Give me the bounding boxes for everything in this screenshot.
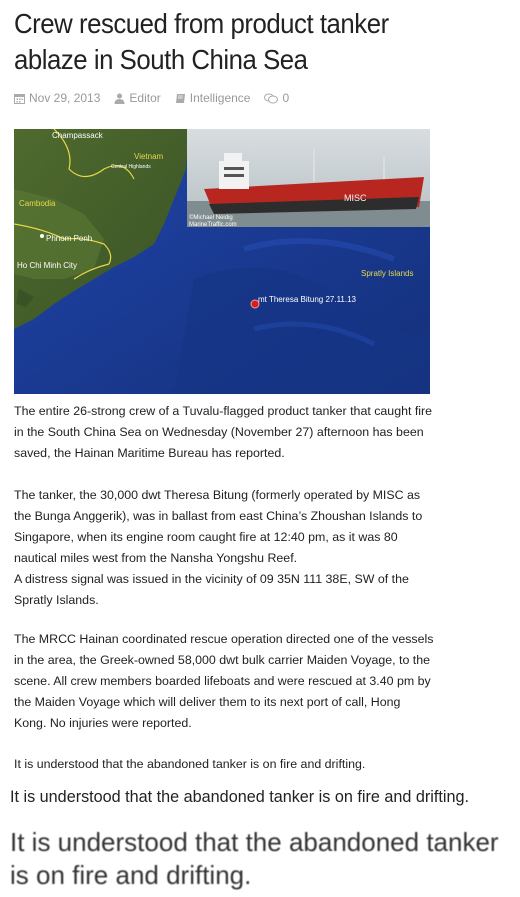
paragraph-2 — [14, 485, 434, 611]
comment-count[interactable]: 0 — [282, 91, 290, 105]
post-category[interactable]: Intelligence — [189, 91, 251, 105]
label-cambodia: Cambodia — [19, 199, 56, 208]
paragraph-4: It is understood that the abandoned tanker is on fire and drifting. — [14, 757, 366, 771]
paragraph-3: The MRCC Hainan coordinated rescue operation directed one of the vessels in the area, the Greek-owned 58,000 dwt bulk carrier Maiden Voyage, to the scene. All crew members boarded lifeboats and were rescued at 3.40 pm by the Maiden Voyage which will deliver them to its next port of call, Hong Kong. No injuries were reported. — [14, 632, 434, 730]
article-image — [14, 129, 430, 394]
label-spratly: Spratly Islands — [361, 269, 414, 278]
zoomed-line-large: It is understood that the abandoned tanker is on fire and drifting. — [10, 827, 499, 890]
label-marker: mt Theresa Bitung 27.11.13 — [258, 295, 356, 304]
paragraph-2b-text: A distress signal was issued in the vicinity of 09 35N 111 38E, SW of the Spratly Islands. — [14, 572, 409, 607]
hull-lettering: MISC — [344, 193, 367, 203]
comments-icon — [264, 93, 278, 104]
user-icon — [114, 93, 125, 104]
paragraph-2-text: The tanker, the 30,000 dwt Theresa Bitung (formerly operated by MISC as the Bunga Anggerik), was in ballast from east China’s Zhoushan Islands to Singapore, when its engine room caught fire at 12:40 pm, as it was 80 nautical miles west from the Nansha Yongshu Reef. — [14, 488, 423, 565]
post-author[interactable]: Editor — [129, 91, 161, 105]
paragraph-1: The entire 26-strong crew of a Tuvalu-flagged product tanker that caught fire in the South China Sea on Wednesday (November 27) afternoon has been saved, the Hainan Maritime Bureau has reported. — [14, 404, 433, 460]
map-illustration — [14, 129, 430, 394]
label-champassack: Champassack — [52, 131, 103, 140]
label-ho-chi-minh: Ho Chi Minh City — [17, 261, 78, 270]
label-phnom-penh: Phnom Penh — [46, 234, 93, 243]
photo-credit-2: MarineTraffic.com — [189, 222, 237, 228]
book-icon — [175, 93, 186, 104]
photo-credit-1: ©Michael Neidig — [189, 215, 233, 221]
label-central-highlands: Central Highlands — [111, 164, 151, 170]
zoomed-line-medium: It is understood that the abandoned tanker is on fire and drifting. — [10, 788, 469, 806]
article-meta — [14, 91, 289, 105]
phnom-penh-dot — [40, 234, 44, 238]
label-vietnam: Vietnam — [134, 152, 164, 161]
calendar-icon — [14, 93, 25, 104]
article-title: Crew rescued from product tanker ablaze in South China Sea — [14, 8, 389, 75]
post-date: Nov 29, 2013 — [29, 91, 101, 105]
